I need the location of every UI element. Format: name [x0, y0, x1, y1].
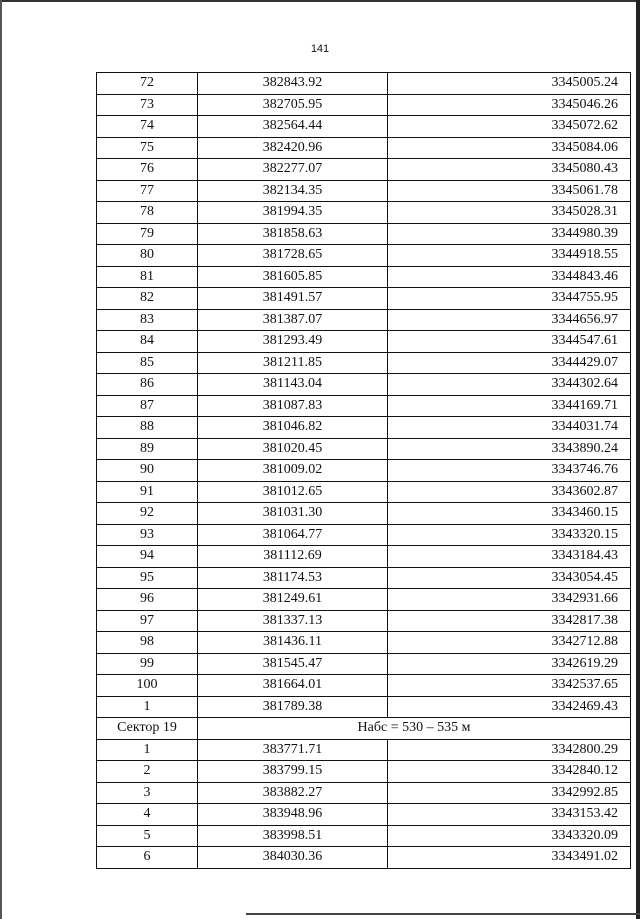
x-coordinate-cell: 381994.35	[198, 202, 388, 224]
y-coordinate-cell: 3343320.15	[388, 524, 631, 546]
x-coordinate-cell: 381174.53	[198, 567, 388, 589]
sector-altitude: Набс = 530 – 535 м	[198, 718, 631, 740]
x-coordinate-cell: 382564.44	[198, 116, 388, 138]
x-coordinate-cell: 382277.07	[198, 159, 388, 181]
y-coordinate-cell: 3344547.61	[388, 331, 631, 353]
point-number-cell: 74	[97, 116, 198, 138]
x-coordinate-cell: 381064.77	[198, 524, 388, 546]
point-number-cell: 77	[97, 180, 198, 202]
point-number-cell: 3	[97, 782, 198, 804]
point-number-cell: 94	[97, 546, 198, 568]
x-coordinate-cell: 383948.96	[198, 804, 388, 826]
y-coordinate-cell: 3343602.87	[388, 481, 631, 503]
x-coordinate-cell: 381728.65	[198, 245, 388, 267]
y-coordinate-cell: 3343153.42	[388, 804, 631, 826]
point-number-cell: 86	[97, 374, 198, 396]
x-coordinate-cell: 381112.69	[198, 546, 388, 568]
y-coordinate-cell: 3343320.09	[388, 825, 631, 847]
point-number-cell: 72	[97, 73, 198, 95]
table-row	[97, 675, 631, 697]
point-number-cell: 81	[97, 266, 198, 288]
table-row	[97, 696, 631, 718]
point-number-cell: 1	[97, 739, 198, 761]
y-coordinate-cell: 3345046.26	[388, 94, 631, 116]
table-row	[97, 825, 631, 847]
y-coordinate-cell: 3343054.45	[388, 567, 631, 589]
sector-header-row	[97, 718, 631, 740]
x-coordinate-cell: 383799.15	[198, 761, 388, 783]
sector-header-group	[97, 718, 631, 740]
point-number-cell: 91	[97, 481, 198, 503]
table-row	[97, 524, 631, 546]
table-row	[97, 180, 631, 202]
x-coordinate-cell: 381858.63	[198, 223, 388, 245]
y-coordinate-cell: 3343890.24	[388, 438, 631, 460]
point-number-cell: 85	[97, 352, 198, 374]
point-number-cell: 1	[97, 696, 198, 718]
x-coordinate-cell: 381046.82	[198, 417, 388, 439]
y-coordinate-cell: 3343491.02	[388, 847, 631, 869]
point-number-cell: 82	[97, 288, 198, 310]
point-number-cell: 96	[97, 589, 198, 611]
x-coordinate-cell: 382705.95	[198, 94, 388, 116]
coordinates-table	[96, 72, 631, 869]
x-coordinate-cell: 381436.11	[198, 632, 388, 654]
x-coordinate-cell: 382420.96	[198, 137, 388, 159]
x-coordinate-cell: 381789.38	[198, 696, 388, 718]
x-coordinate-cell: 383998.51	[198, 825, 388, 847]
point-number-cell: 95	[97, 567, 198, 589]
table-row	[97, 503, 631, 525]
table-row	[97, 223, 631, 245]
point-number-cell: 100	[97, 675, 198, 697]
y-coordinate-cell: 3345080.43	[388, 159, 631, 181]
table-row	[97, 288, 631, 310]
point-number-cell: 90	[97, 460, 198, 482]
table-row	[97, 417, 631, 439]
point-number-cell: 97	[97, 610, 198, 632]
coordinates-rows-after	[97, 739, 631, 868]
y-coordinate-cell: 3343460.15	[388, 503, 631, 525]
x-coordinate-cell: 381293.49	[198, 331, 388, 353]
table-row	[97, 460, 631, 482]
y-coordinate-cell: 3344429.07	[388, 352, 631, 374]
y-coordinate-cell: 3343184.43	[388, 546, 631, 568]
y-coordinate-cell: 3343746.76	[388, 460, 631, 482]
point-number-cell: 79	[97, 223, 198, 245]
y-coordinate-cell: 3345072.62	[388, 116, 631, 138]
table-row	[97, 374, 631, 396]
y-coordinate-cell: 3342840.12	[388, 761, 631, 783]
table-row	[97, 438, 631, 460]
point-number-cell: 89	[97, 438, 198, 460]
table-row	[97, 761, 631, 783]
x-coordinate-cell: 381387.07	[198, 309, 388, 331]
point-number-cell: 92	[97, 503, 198, 525]
y-coordinate-cell: 3345028.31	[388, 202, 631, 224]
table-row	[97, 309, 631, 331]
x-coordinate-cell: 381012.65	[198, 481, 388, 503]
y-coordinate-cell: 3344918.55	[388, 245, 631, 267]
table-row	[97, 137, 631, 159]
x-coordinate-cell: 382843.92	[198, 73, 388, 95]
point-number-cell: 75	[97, 137, 198, 159]
table-row	[97, 352, 631, 374]
x-coordinate-cell: 381031.30	[198, 503, 388, 525]
point-number-cell: 5	[97, 825, 198, 847]
point-number-cell: 4	[97, 804, 198, 826]
point-number-cell: 83	[97, 309, 198, 331]
sector-label: Сектор 19	[97, 718, 198, 740]
x-coordinate-cell: 383771.71	[198, 739, 388, 761]
x-coordinate-cell: 381143.04	[198, 374, 388, 396]
point-number-cell: 76	[97, 159, 198, 181]
scan-edge-right	[636, 0, 640, 919]
x-coordinate-cell: 381545.47	[198, 653, 388, 675]
x-coordinate-cell: 381009.02	[198, 460, 388, 482]
point-number-cell: 88	[97, 417, 198, 439]
x-coordinate-cell: 382134.35	[198, 180, 388, 202]
table-row	[97, 589, 631, 611]
table-row	[97, 245, 631, 267]
point-number-cell: 2	[97, 761, 198, 783]
y-coordinate-cell: 3344031.74	[388, 417, 631, 439]
y-coordinate-cell: 3344755.95	[388, 288, 631, 310]
x-coordinate-cell: 381664.01	[198, 675, 388, 697]
x-coordinate-cell: 381337.13	[198, 610, 388, 632]
x-coordinate-cell: 381087.83	[198, 395, 388, 417]
point-number-cell: 98	[97, 632, 198, 654]
point-number-cell: 73	[97, 94, 198, 116]
y-coordinate-cell: 3342712.88	[388, 632, 631, 654]
table-row	[97, 116, 631, 138]
coordinates-rows-before	[97, 73, 631, 718]
table-row	[97, 567, 631, 589]
y-coordinate-cell: 3344980.39	[388, 223, 631, 245]
table-row	[97, 395, 631, 417]
x-coordinate-cell: 381605.85	[198, 266, 388, 288]
page-number: 141	[310, 43, 330, 55]
point-number-cell: 93	[97, 524, 198, 546]
table-row	[97, 847, 631, 869]
x-coordinate-cell: 384030.36	[198, 847, 388, 869]
y-coordinate-cell: 3345005.24	[388, 73, 631, 95]
point-number-cell: 78	[97, 202, 198, 224]
scan-edge-left	[0, 0, 2, 919]
scan-edge-bottom	[246, 913, 640, 915]
y-coordinate-cell: 3344302.64	[388, 374, 631, 396]
point-number-cell: 80	[97, 245, 198, 267]
table-row	[97, 331, 631, 353]
y-coordinate-cell: 3344169.71	[388, 395, 631, 417]
table-row	[97, 782, 631, 804]
table-row	[97, 202, 631, 224]
point-number-cell: 84	[97, 331, 198, 353]
point-number-cell: 87	[97, 395, 198, 417]
table-row	[97, 94, 631, 116]
x-coordinate-cell: 381211.85	[198, 352, 388, 374]
table-row	[97, 632, 631, 654]
x-coordinate-cell: 383882.27	[198, 782, 388, 804]
scan-edge-top	[0, 0, 640, 2]
x-coordinate-cell: 381249.61	[198, 589, 388, 611]
table-row	[97, 266, 631, 288]
table-row	[97, 481, 631, 503]
table-row	[97, 610, 631, 632]
y-coordinate-cell: 3342619.29	[388, 653, 631, 675]
table-row	[97, 73, 631, 95]
table-row	[97, 159, 631, 181]
point-number-cell: 99	[97, 653, 198, 675]
y-coordinate-cell: 3344656.97	[388, 309, 631, 331]
y-coordinate-cell: 3342537.65	[388, 675, 631, 697]
y-coordinate-cell: 3342992.85	[388, 782, 631, 804]
y-coordinate-cell: 3345061.78	[388, 180, 631, 202]
y-coordinate-cell: 3342800.29	[388, 739, 631, 761]
table-row	[97, 739, 631, 761]
x-coordinate-cell: 381491.57	[198, 288, 388, 310]
table-row	[97, 653, 631, 675]
y-coordinate-cell: 3342469.43	[388, 696, 631, 718]
y-coordinate-cell: 3342817.38	[388, 610, 631, 632]
x-coordinate-cell: 381020.45	[198, 438, 388, 460]
table-row	[97, 546, 631, 568]
table-row	[97, 804, 631, 826]
y-coordinate-cell: 3344843.46	[388, 266, 631, 288]
y-coordinate-cell: 3342931.66	[388, 589, 631, 611]
point-number-cell: 6	[97, 847, 198, 869]
y-coordinate-cell: 3345084.06	[388, 137, 631, 159]
